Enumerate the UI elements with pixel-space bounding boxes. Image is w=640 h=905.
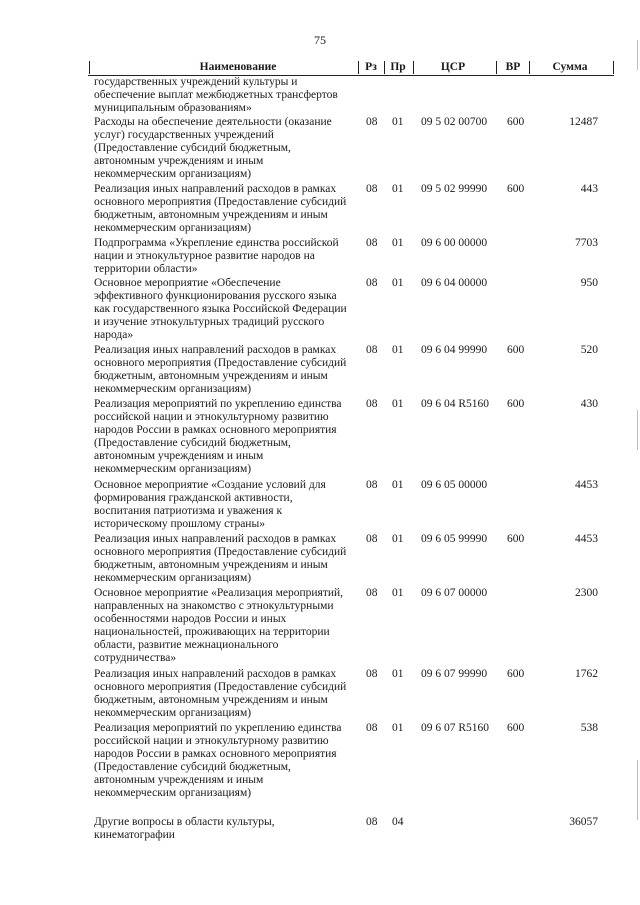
row-sum: 950 [580,277,598,289]
row-csr: 09 6 07 99990 [421,668,488,680]
row-name: Подпрограмма «Укрепление единства российской нации и этнокультурное развитие народов на территории области» [94,237,339,275]
row-name: Основное мероприятие «Реализация мероприятий, направленных на знакомство с этнокультурными особенностями народов России и иных национальностей, проживающих на территории области, развитие межнационального сотрудничества» [94,587,344,664]
row-sum: 4453 [575,479,598,491]
row-csr: 09 6 07 00000 [421,587,488,599]
row-name: Расходы на обеспечение деятельности (оказание услуг) государственных учреждений (Предоставление субсидий бюджетным, автономным учреждениям и иным некоммерческим организациям) [94,116,332,180]
row-sum: 520 [580,344,598,356]
row-rz: 08 [366,237,378,249]
row-name: Реализация иных направлений расходов в рамках основного мероприятия (Предоставление субсидий бюджетным, автономным учреждениям и иным некоммерческим организациям) [94,183,347,234]
row-pr: 01 [392,722,404,734]
row-name: государственных учреждений культуры и обеспечение выплат межбюджетных трансфертов муниципальным образованиям» [94,76,338,114]
row-name: Реализация мероприятий по укреплению единства российской нации и этнокультурному развитию народов России в рамках основного мероприятия (Предоставление субсидий бюджетным, автономным учреждениям и иным некоммерческим организациям) [94,398,342,475]
row-csr: 09 5 02 00700 [421,116,488,128]
row-sum: 36057 [569,816,598,828]
row-csr: 09 6 04 99990 [421,344,488,356]
row-pr: 01 [392,668,404,680]
row-sum: 430 [580,398,598,410]
row-pr: 01 [392,344,404,356]
header-divider [613,61,614,74]
header-divider [529,61,530,74]
row-rz: 08 [366,116,378,128]
row-pr: 01 [392,479,404,491]
row-csr: 09 6 04 R5160 [421,398,490,410]
header-rz: Рз [365,61,377,73]
row-pr: 01 [392,116,404,128]
header-divider [358,61,359,74]
scan-edge-mark [637,410,638,450]
row-pr: 04 [392,816,404,828]
row-rz: 08 [366,344,378,356]
row-rz: 08 [366,587,378,599]
header-divider [89,61,90,74]
row-name: Другие вопросы в области культуры, кинематографии [94,816,275,841]
row-rz: 08 [366,479,378,491]
header-divider [413,61,414,74]
row-sum: 12487 [569,116,598,128]
row-csr: 09 6 05 99990 [421,533,488,545]
row-vr: 600 [507,183,525,195]
scan-edge-mark [637,760,638,820]
table-header [88,60,614,76]
row-csr: 09 6 00 00000 [421,237,488,249]
row-rz: 08 [366,668,378,680]
header-divider [496,61,497,74]
row-rz: 08 [366,722,378,734]
scan-edge-mark [637,40,638,70]
header-csr: ЦСР [440,61,466,73]
row-rz: 08 [366,533,378,545]
row-vr: 600 [507,722,525,734]
row-name: Основное мероприятие «Обеспечение эффективного функционирования русского языка как государственного языка Российской Федерации и изучение этнокультурных традиций русского народа» [94,277,347,341]
row-rz: 08 [366,816,378,828]
header-divider [384,61,385,74]
row-csr: 09 6 04 00000 [421,277,488,289]
row-pr: 01 [392,237,404,249]
row-rz: 08 [366,277,378,289]
row-rz: 08 [366,183,378,195]
row-sum: 4453 [575,533,598,545]
row-name: Реализация мероприятий по укреплению единства российской нации и этнокультурному развитию народов России в рамках основного мероприятия (Предоставление субсидий бюджетным, автономным учреждениям и иным некоммерческим организациям) [94,722,342,799]
row-pr: 01 [392,398,404,410]
row-sum: 538 [580,722,598,734]
row-pr: 01 [392,277,404,289]
header-sum: Сумма [552,61,588,73]
row-sum: 1762 [575,668,598,680]
row-rz: 08 [366,398,378,410]
row-pr: 01 [392,587,404,599]
row-pr: 01 [392,183,404,195]
row-name: Основное мероприятие «Создание условий для формирования гражданской активности, воспитания патриотизма и уважения к историческому прошлому страны» [94,479,326,530]
row-sum: 7703 [575,237,598,249]
header-pr: Пр [390,61,406,73]
page-number: 75 [314,33,326,47]
row-name: Реализация иных направлений расходов в рамках основного мероприятия (Предоставление субсидий бюджетным, автономным учреждениям и иным некоммерческим организациям) [94,344,347,395]
row-sum: 2300 [575,587,598,599]
row-vr: 600 [507,398,525,410]
row-vr: 600 [507,668,525,680]
row-csr: 09 6 07 R5160 [421,722,490,734]
row-vr: 600 [507,116,525,128]
row-name: Реализация иных направлений расходов в рамках основного мероприятия (Предоставление субсидий бюджетным, автономным учреждениям и иным некоммерческим организациям) [94,668,347,719]
row-name: Реализация иных направлений расходов в рамках основного мероприятия (Предоставление субсидий бюджетным, автономным учреждениям и иным некоммерческим организациям) [94,533,347,584]
header-name: Наименование [199,61,277,73]
row-pr: 01 [392,533,404,545]
row-sum: 443 [580,183,598,195]
row-csr: 09 6 05 00000 [421,479,488,491]
row-vr: 600 [507,533,525,545]
row-csr: 09 5 02 99990 [421,183,488,195]
row-vr: 600 [507,344,525,356]
header-vr: ВР [505,61,521,73]
